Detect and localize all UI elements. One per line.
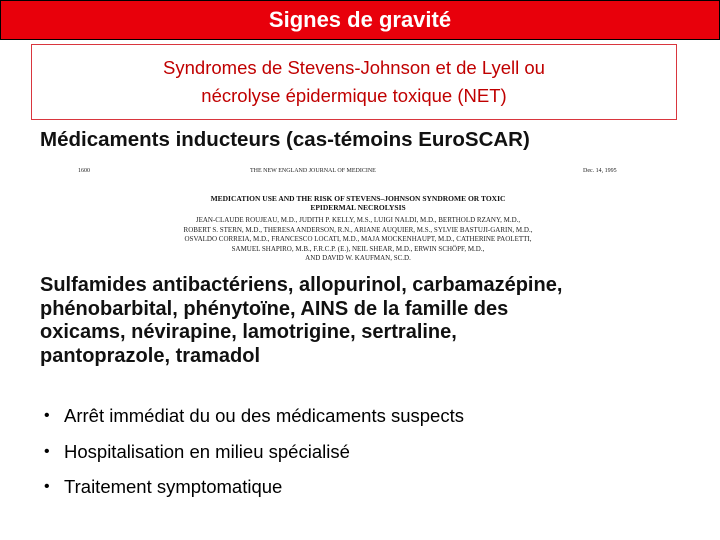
author-line: SAMUEL SHAPIRO, M.B., F.R.C.P. (E.), NEIL SHEAR, M.D., ERWIN SCHÖPF, M.D., xyxy=(231,244,485,253)
drug-line: phénobarbital, phénytoïne, AINS de la famille des xyxy=(40,297,509,320)
author-line: AND DAVID W. KAUFMAN, SC.D. xyxy=(305,254,411,263)
author-line: ROBERT S. STERN, M.D., THERESA ANDERSON, R.N., ARIANE AUQUIER, M.S., SYLVIE BASTUJI-GARIN, M.D., xyxy=(183,225,533,234)
author-line: JEAN-CLAUDE ROUJEAU, M.D., JUDITH P. KELLY, M.S., LUIGI NALDI, M.D., BERTHOLD RZANY, M.D., xyxy=(195,216,521,224)
paper-date: Dec. 14, 1995 xyxy=(583,168,617,174)
bullet-icon: • xyxy=(44,407,50,424)
drug-list xyxy=(40,274,562,368)
paper-page-number: 1600 xyxy=(78,168,90,174)
bullet-text: Traitement symptomatique xyxy=(64,476,283,497)
author-line: OSVALDO CORREIA, M.D., FRANCESCO LOCATI, M.D., MAJA MOCKENHAUPT, M.D., CATHERINE PAOLETTI, xyxy=(184,235,532,244)
bullet-list xyxy=(44,398,464,505)
list-item xyxy=(44,434,464,470)
title-bar xyxy=(0,0,720,40)
subtitle-line-1: Syndromes de Stevens-Johnson et de Lyell ou xyxy=(163,57,545,78)
drug-line: Sulfamides antibactériens, allopurinol, carbamazépine, xyxy=(40,274,563,296)
paper-authors xyxy=(38,216,678,264)
list-item xyxy=(44,398,464,434)
bullet-text: Hospitalisation en milieu spécialisé xyxy=(64,440,350,462)
paper-title-line-1: MEDICATION USE AND THE RISK OF STEVENS–JOHNSON SYNDROME OR TOXIC xyxy=(210,194,506,203)
subtitle-box xyxy=(31,44,677,120)
paper-title xyxy=(38,194,678,212)
bullet-text: Arrêt immédiat du ou des médicaments suspects xyxy=(64,405,464,426)
bullet-icon: • xyxy=(44,478,50,495)
drug-line: oxicams, névirapine, lamotrigine, sertraline, xyxy=(40,321,457,343)
list-item xyxy=(44,469,464,505)
paper-journal: THE NEW ENGLAND JOURNAL OF MEDICINE xyxy=(250,168,376,174)
scan-heading: Médicaments inducteurs (cas-témoins EuroSCAR) xyxy=(40,128,530,151)
slide-title: Signes de gravité xyxy=(268,7,452,32)
scanned-excerpt xyxy=(38,128,678,370)
paper-title-line-2: EPIDERMAL NECROLYSIS xyxy=(310,203,406,212)
subtitle-line-2: nécrolyse épidermique toxique (NET) xyxy=(201,85,507,106)
drug-line: pantoprazole, tramadol xyxy=(40,344,261,367)
bullet-icon: • xyxy=(44,442,50,460)
